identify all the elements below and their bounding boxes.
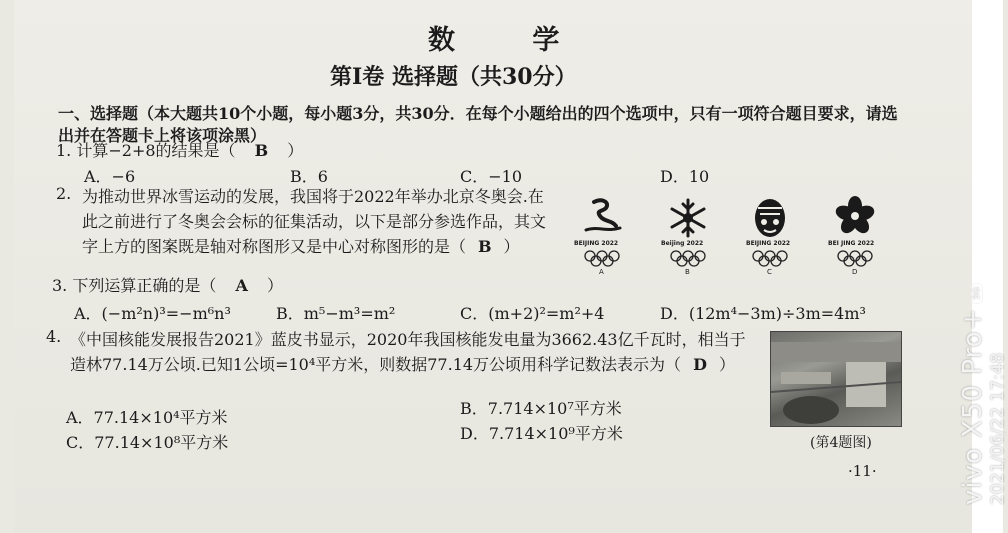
q4-option-b: B．7.714×10⁷平方米 — [460, 399, 622, 418]
logo-option-d — [820, 196, 890, 280]
watermark-datetime: 2021/06/22 17:48 — [988, 352, 1008, 505]
olympic-rings-icon — [752, 250, 788, 266]
logo-option-a — [572, 196, 632, 280]
question-3-close: ） — [266, 276, 283, 295]
question-4-number: 4. — [46, 327, 62, 346]
logo-d-caption: BEI JING 2022 — [828, 240, 875, 247]
mask-emblem-icon — [742, 196, 798, 244]
q4-option-d: D．7.714×10⁹平方米 — [460, 424, 623, 443]
olympic-rings-icon — [670, 250, 706, 266]
q3-option-b: B．m⁵−m³=m² — [276, 304, 396, 323]
q3-option-d: D．(12m⁴−3m)÷3m=4m³ — [660, 304, 866, 323]
q3-option-a: A．(−m²n)³=−m⁶n³ — [74, 304, 231, 323]
snowflake-emblem-icon — [656, 196, 720, 244]
logo-c-caption: BEIJING 2022 — [746, 240, 791, 247]
logo-b-caption: Beijing 2022 — [661, 240, 704, 247]
page-number: ·11· — [848, 462, 877, 480]
question-1-close: ） — [287, 141, 304, 160]
question-2-answer: B — [478, 237, 492, 256]
question-1 — [56, 139, 303, 163]
olympic-rings-icon — [584, 250, 620, 266]
olympic-rings-icon — [837, 250, 873, 266]
logo-option-b — [656, 196, 720, 280]
question-2-stem: 为推动世界冰雪运动的发展，我国将于2022年举办北京冬奥会.在此之前进行了冬奥会会标的征集活动，以下是部分参选作品，其文字上方的图案既是轴对称图形又是中心对称图形的是（ — [82, 187, 547, 256]
question-4-close: ） — [718, 355, 735, 374]
logo-d-letter: D — [852, 268, 858, 276]
logo-b-letter: B — [685, 268, 690, 276]
flower-emblem-icon — [820, 196, 890, 244]
section-heading: 一、选择题（本大题共10个小题，每小题3分，共30分．在每个小题给出的四个选项中，只有一项符合题目要求，请选出并在答题卡上将该项涂黑） — [58, 104, 898, 145]
figure-4-caption: (第4题图) — [810, 435, 872, 451]
nuclear-plant-photo — [770, 331, 902, 427]
ribbon-emblem-icon — [572, 196, 632, 244]
question-3-answer: A — [235, 276, 248, 295]
question-3 — [52, 274, 283, 298]
q3-option-c: C．(m+2)²=m²+4 — [460, 304, 605, 323]
question-2-number: 2. — [56, 184, 72, 203]
watermark-5g-badge: 5G — [971, 283, 983, 304]
logo-option-c — [742, 196, 798, 280]
watermark-device: vivo X50 Pro+ — [958, 307, 988, 505]
question-2-close: ） — [503, 237, 520, 256]
q1-option-c: C．−10 — [460, 167, 523, 186]
page-title: 数 学 — [428, 25, 594, 56]
q1-option-a: A．−6 — [84, 167, 136, 186]
logo-a-letter: A — [599, 268, 604, 276]
q1-option-d: D．10 — [660, 167, 710, 186]
logo-a-caption: BEIJING 2022 — [574, 240, 619, 247]
q1-option-b: B．6 — [290, 167, 328, 186]
logo-c-letter: C — [767, 268, 772, 276]
question-4-answer: D — [693, 355, 707, 374]
question-1-answer: B — [254, 141, 269, 160]
question-3-stem: 3. 下列运算正确的是（ — [52, 276, 217, 295]
camera-watermark — [958, 283, 988, 505]
q4-option-c: C．77.14×10⁸平方米 — [66, 433, 229, 452]
question-4-stem: 《中国核能发展报告2021》蓝皮书显示，2020年我国核能发电量为3662.43亿千瓦时，相当于造林77.14万公顷.已知1公顷=10⁴平方米，则数据77.14万公顷用科学记数法表示为（ — [70, 330, 746, 374]
question-4 — [70, 327, 760, 377]
q4-option-a: A．77.14×10⁴平方米 — [66, 408, 228, 427]
question-1-stem: 1. 计算−2+8的结果是（ — [56, 141, 236, 160]
section-title: 第Ⅰ卷 选择题（共30分） — [330, 64, 577, 90]
question-2 — [82, 184, 552, 259]
